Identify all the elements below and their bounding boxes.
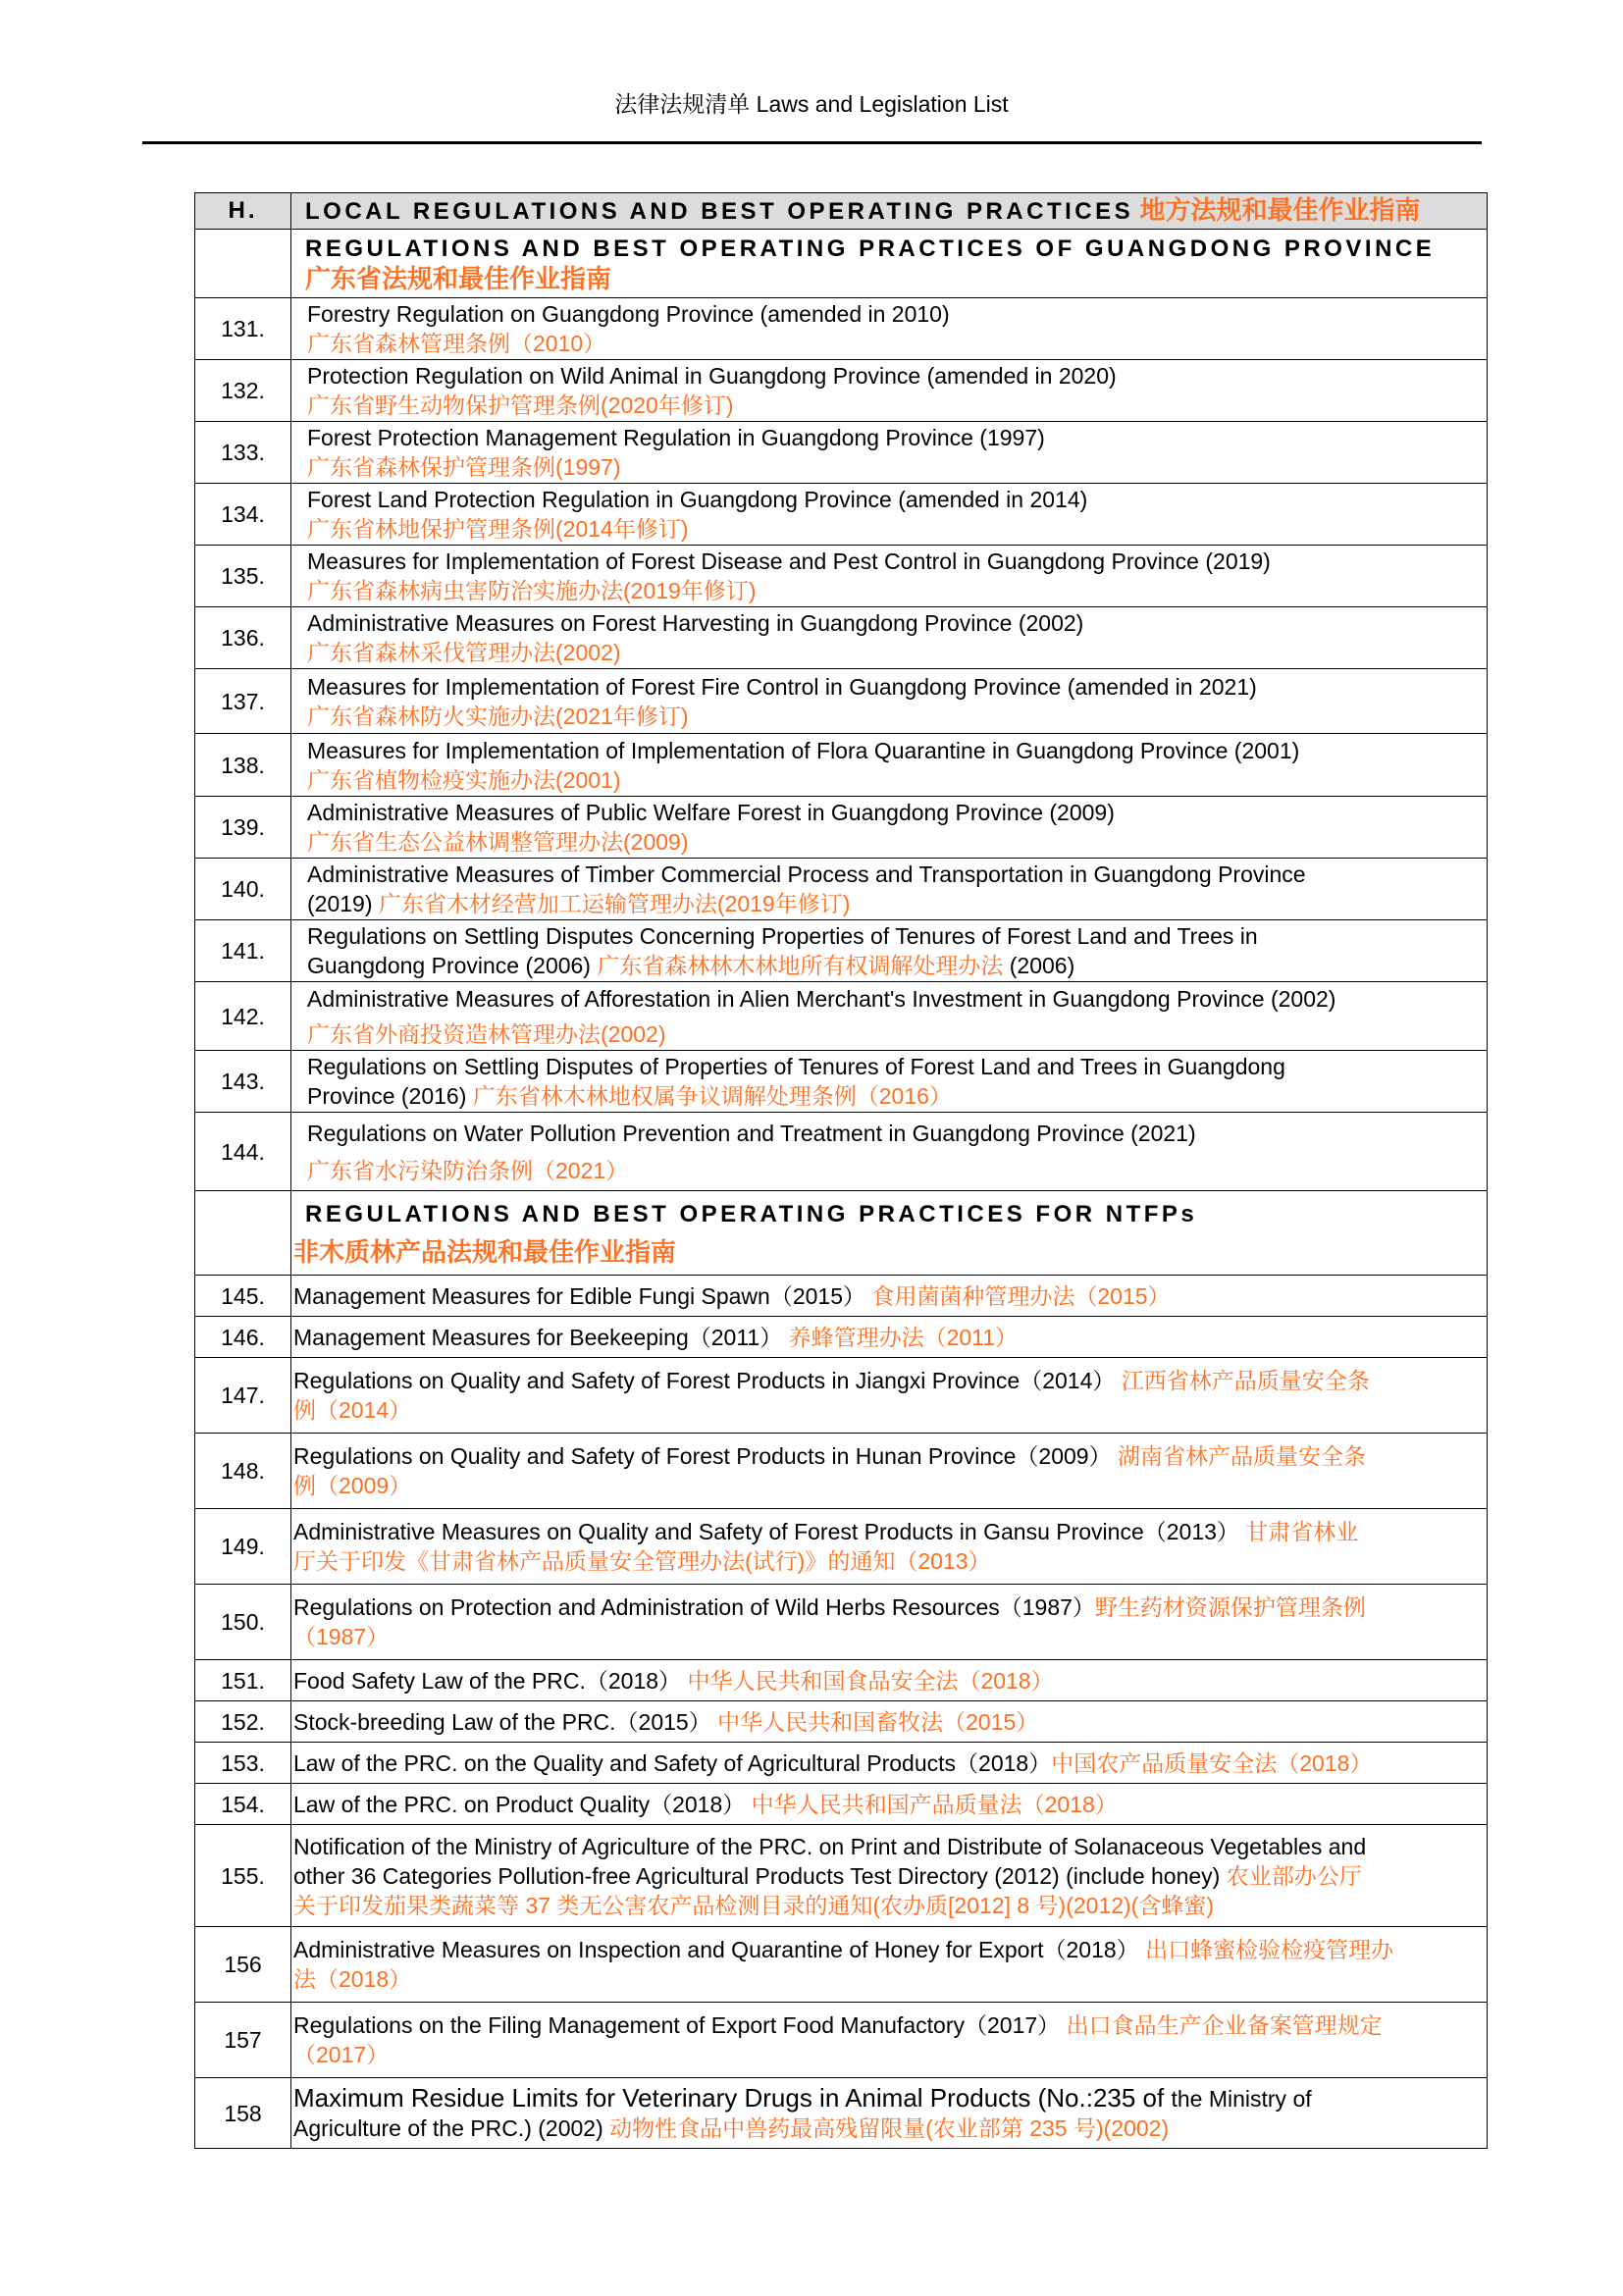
row-content: [291, 1434, 1488, 1509]
row-content: [291, 607, 1488, 669]
row-title-zh: 动物性食品中兽药最高残留限量(农业部第 235 号)(2002): [609, 2115, 1170, 2141]
row-number: 149.: [195, 1509, 291, 1585]
row-title-en: Management Measures for Edible Fungi Spawn（2015）: [293, 1282, 872, 1309]
table-row: [195, 1113, 1488, 1191]
row-content: [291, 1784, 1488, 1825]
row-content: [291, 1276, 1488, 1317]
row-number: 147.: [195, 1358, 291, 1434]
row-number: 136.: [195, 607, 291, 669]
subsection-header-row: [195, 1191, 1488, 1276]
row-title-en: Maximum Residue Limits for Veterinary Drugs in Animal Products (No.:235 of: [293, 2083, 1172, 2113]
table-row: [195, 859, 1488, 920]
row-title-zh: 中华人民共和国产品质量法（2018）: [751, 1791, 1118, 1817]
table-row: [195, 920, 1488, 982]
table-row: [195, 422, 1488, 484]
table-row: [195, 360, 1488, 422]
row-title-en: Forestry Regulation on Guangdong Province (amended in 2010): [307, 301, 950, 327]
row-number: 152.: [195, 1701, 291, 1743]
row-title-en: Regulations on Quality and Safety of Forest Products in Jiangxi Province（2014）: [293, 1368, 1122, 1393]
row-title-zh-cont: 法（2018）: [293, 1966, 412, 1992]
row-title-en: Regulations on Water Pollution Prevention and Treatment in Guangdong Province (2021): [307, 1120, 1196, 1146]
row-content: [291, 1660, 1488, 1701]
subsection-title-en: REGULATIONS AND BEST OPERATING PRACTICES OF GUANGDONG PROVINCE: [305, 235, 1436, 262]
row-title-zh: 广东省外商投资造林管理办法(2002): [307, 1020, 666, 1047]
row-title-en: Measures for Implementation of Implementation of Flora Quarantine in Guangdong Province (2001): [307, 737, 1300, 763]
row-title-zh: 甘肃省林业: [1245, 1519, 1359, 1544]
table-row: [195, 982, 1488, 1051]
legislation-table: [194, 192, 1488, 2149]
row-content: [291, 1743, 1488, 1784]
row-title-zh: 广东省森林管理条例（2010）: [307, 331, 606, 356]
row-number: 153.: [195, 1743, 291, 1784]
table-row: [195, 1784, 1488, 1825]
row-number: 145.: [195, 1276, 291, 1317]
subsection-title-zh: 广东省法规和最佳作业指南: [305, 263, 612, 293]
row-title-zh: 广东省森林采伐管理办法(2002): [307, 640, 621, 665]
row-number: 151.: [195, 1660, 291, 1701]
row-title-zh: 中国农产品质量安全法（2018）: [1051, 1749, 1373, 1776]
row-title-en: Regulations on Settling Disputes of Properties of Tenures of Forest Land and Trees in Guangdong: [307, 1054, 1285, 1079]
row-number: 135.: [195, 546, 291, 607]
row-title-en: Protection Regulation on Wild Animal in Guangdong Province (amended in 2020): [307, 363, 1117, 389]
row-title-zh: 广东省生态公益林调整管理办法(2009): [307, 829, 689, 855]
row-content: [291, 1051, 1488, 1113]
row-number: 146.: [195, 1317, 291, 1358]
row-title-en-cont: Agriculture of the PRC.) (2002): [293, 2115, 610, 2141]
row-content: [291, 859, 1488, 920]
row-title-en: Food Safety Law of the PRC.（2018）: [293, 1667, 688, 1694]
row-title-en-cont: (2019): [307, 891, 379, 916]
row-title-en: Administrative Measures on Quality and Safety of Forest Products in Gansu Province（2013）: [293, 1519, 1246, 1544]
row-number: 148.: [195, 1434, 291, 1509]
row-title-zh-cont: 关于印发茄果类蔬菜等 37 类无公害农产品检测目录的通知(农办质[2012] 8 号)(2012)(含蜂蜜): [293, 1892, 1215, 1918]
row-title-en: Measures for Implementation of Forest Fire Control in Guangdong Province (amended in 2021): [307, 673, 1257, 700]
row-title-zh: 广东省林木林地权属争议调解处理条例（2016）: [472, 1083, 952, 1109]
row-title-en: Notification of the Ministry of Agriculture of the PRC. on Print and Distribute of Solanaceous Vegetables and: [293, 1833, 1367, 1859]
row-title-zh: 农业部办公厅: [1226, 1862, 1362, 1889]
row-number: 150.: [195, 1585, 291, 1660]
row-number: 157: [195, 2003, 291, 2078]
row-title-zh-cont: 例（2009）: [293, 1473, 412, 1498]
row-number: 133.: [195, 422, 291, 484]
row-title-en: Administrative Measures of Timber Commercial Process and Transportation in Guangdong Province: [307, 861, 1306, 887]
row-number: 139.: [195, 797, 291, 859]
row-title-zh: 广东省水污染防治条例（2021）: [307, 1157, 629, 1183]
table-row: [195, 1585, 1488, 1660]
table-row: [195, 1051, 1488, 1113]
row-title-zh-cont: （2017）: [293, 2042, 390, 2067]
row-number: 131.: [195, 298, 291, 360]
row-title-zh: 广东省林地保护管理条例(2014年修订): [307, 516, 689, 542]
table-row: [195, 546, 1488, 607]
row-title-en: Forest Protection Management Regulation in Guangdong Province (1997): [307, 425, 1045, 450]
row-content: [291, 1317, 1488, 1358]
table-row: [195, 1276, 1488, 1317]
row-number: 143.: [195, 1051, 291, 1113]
header-rule: [142, 141, 1482, 144]
section-letter: H.: [195, 193, 291, 230]
row-title-en: Regulations on the Filing Management of Export Food Manufactory（2017）: [293, 2012, 1067, 2038]
table-row: [195, 607, 1488, 669]
row-content: [291, 1113, 1488, 1191]
row-title-zh: 养蜂管理办法（2011）: [788, 1324, 1019, 1350]
table-row: [195, 669, 1488, 734]
row-number: 142.: [195, 982, 291, 1051]
row-title-zh: 广东省野生动物保护管理条例(2020年修订): [307, 392, 734, 418]
row-content: [291, 1927, 1488, 2003]
row-title-zh: 野生药材资源保护管理条例: [1094, 1594, 1366, 1620]
row-title-zh: 出口蜂蜜检验检疫管理办: [1145, 1937, 1394, 1962]
section-title-en: LOCAL REGULATIONS AND BEST OPERATING PRACTICES: [305, 198, 1134, 225]
row-content: [291, 982, 1488, 1051]
row-title-zh: 广东省森林防火实施办法(2021年修订): [307, 703, 689, 729]
row-title-en: Stock-breeding Law of the PRC.（2015）: [293, 1708, 718, 1735]
table-row: [195, 1701, 1488, 1743]
row-title-zh: 广东省植物检疫实施办法(2001): [307, 766, 621, 793]
row-title-zh: 中华人民共和国畜牧法（2015）: [717, 1708, 1039, 1735]
row-number: 138.: [195, 734, 291, 797]
row-number: 132.: [195, 360, 291, 422]
row-title-en-cont: Province (2016): [307, 1083, 473, 1109]
table-row: [195, 1825, 1488, 1927]
row-content: [291, 298, 1488, 360]
section-header-row: [195, 193, 1488, 230]
row-content: [291, 920, 1488, 982]
row-number: 154.: [195, 1784, 291, 1825]
page-header: 法律法规清单 Laws and Legislation List: [614, 91, 1009, 117]
row-content: [291, 1701, 1488, 1743]
table-row: [195, 1660, 1488, 1701]
table-row: [195, 1317, 1488, 1358]
row-title-zh-cont: （1987）: [293, 1624, 390, 1649]
row-content: [291, 546, 1488, 607]
table-row: [195, 797, 1488, 859]
row-title-en: Law of the PRC. on the Quality and Safety of Agricultural Products（2018）: [293, 1749, 1052, 1776]
row-title-zh: 湖南省林产品质量安全条: [1117, 1443, 1366, 1469]
table-row: [195, 1358, 1488, 1434]
row-title-en: Administrative Measures of Public Welfare Forest in Guangdong Province (2009): [307, 800, 1115, 825]
table-row: [195, 484, 1488, 546]
table-row: [195, 734, 1488, 797]
row-title-en: Regulations on Protection and Administration of Wild Herbs Resources（1987）: [293, 1594, 1095, 1620]
section-title-zh: 地方法规和最佳作业指南: [1139, 195, 1421, 225]
table-row: [195, 298, 1488, 360]
row-title-zh: 江西省林产品质量安全条: [1121, 1368, 1370, 1393]
subsection-header-row: [195, 230, 1488, 298]
row-title-zh-cont: 厅关于印发《甘肃省林产品质量安全管理办法(试行)》的通知（2013）: [293, 1548, 991, 1574]
row-title-en-cont: other 36 Categories Pollution-free Agricultural Products Test Directory (2012) (include honey): [293, 1862, 1227, 1889]
row-title-en: Forest Land Protection Regulation in Guangdong Province (amended in 2014): [307, 487, 1088, 512]
row-content: [291, 484, 1488, 546]
row-title-zh: 广东省森林病虫害防治实施办法(2019年修订): [307, 578, 757, 603]
row-number: 140.: [195, 859, 291, 920]
row-title-en-cont: Guangdong Province (2006): [307, 953, 598, 978]
row-content: [291, 360, 1488, 422]
row-number: 141.: [195, 920, 291, 982]
table-row: [195, 2003, 1488, 2078]
table-row: [195, 2078, 1488, 2149]
row-title-en: Management Measures for Beekeeping（2011）: [293, 1324, 789, 1350]
row-title-en: Administrative Measures of Afforestation in Alien Merchant's Investment in Guangdong Province (2002): [307, 985, 1336, 1012]
row-title-zh-cont: 例（2014）: [293, 1397, 412, 1423]
row-number: 155.: [195, 1825, 291, 1927]
table-row: [195, 1509, 1488, 1585]
row-content: [291, 1358, 1488, 1434]
row-title-zh: 广东省森林保护管理条例(1997): [307, 454, 621, 480]
row-title-en: Regulations on Quality and Safety of Forest Products in Hunan Province（2009）: [293, 1443, 1118, 1469]
row-title-zh: 出口食品生产企业备案管理规定: [1066, 2012, 1383, 2038]
table-row: [195, 1927, 1488, 2003]
row-content: [291, 669, 1488, 734]
table-row: [195, 1434, 1488, 1509]
row-title-en: Regulations on Settling Disputes Concerning Properties of Tenures of Forest Land and Trees in: [307, 923, 1258, 949]
row-title-en: Measures for Implementation of Forest Disease and Pest Control in Guangdong Province (2019): [307, 548, 1271, 574]
subsection-title-zh: 非木质林产品法规和最佳作业指南: [293, 1236, 677, 1267]
subsection-title: [291, 1191, 1488, 1276]
row-title-en: Law of the PRC. on Product Quality（2018）: [293, 1791, 752, 1817]
row-content: [291, 1509, 1488, 1585]
row-number: 144.: [195, 1113, 291, 1191]
row-content: [291, 1585, 1488, 1660]
row-title-zh: 广东省森林林木林地所有权调解处理办法: [597, 953, 1004, 978]
row-number: 156: [195, 1927, 291, 2003]
row-content: [291, 734, 1488, 797]
row-content: [291, 422, 1488, 484]
row-title-zh: 食用菌菌种管理办法（2015）: [871, 1282, 1171, 1309]
row-number: 158: [195, 2078, 291, 2149]
table-row: [195, 1743, 1488, 1784]
section-title: [291, 193, 1488, 230]
row-title-en: Administrative Measures on Forest Harvesting in Guangdong Province (2002): [307, 610, 1084, 636]
row-title-en-small: the Ministry of: [1171, 2086, 1312, 2112]
row-number: 134.: [195, 484, 291, 546]
subsection-title-en: REGULATIONS AND BEST OPERATING PRACTICES FOR NTFPs: [305, 1200, 1198, 1227]
subsection-title: [291, 230, 1488, 298]
row-content: [291, 1825, 1488, 1927]
row-content: [291, 2078, 1488, 2149]
row-title-zh: 中华人民共和国食品安全法（2018）: [687, 1667, 1054, 1694]
row-title-en: Administrative Measures on Inspection and Quarantine of Honey for Export（2018）: [293, 1937, 1146, 1962]
row-content: [291, 797, 1488, 859]
row-number: 137.: [195, 669, 291, 734]
row-title-zh: 广东省木材经营加工运输管理办法(2019年修订): [378, 891, 851, 916]
row-title-year: (2006): [1003, 953, 1075, 978]
row-content: [291, 2003, 1488, 2078]
